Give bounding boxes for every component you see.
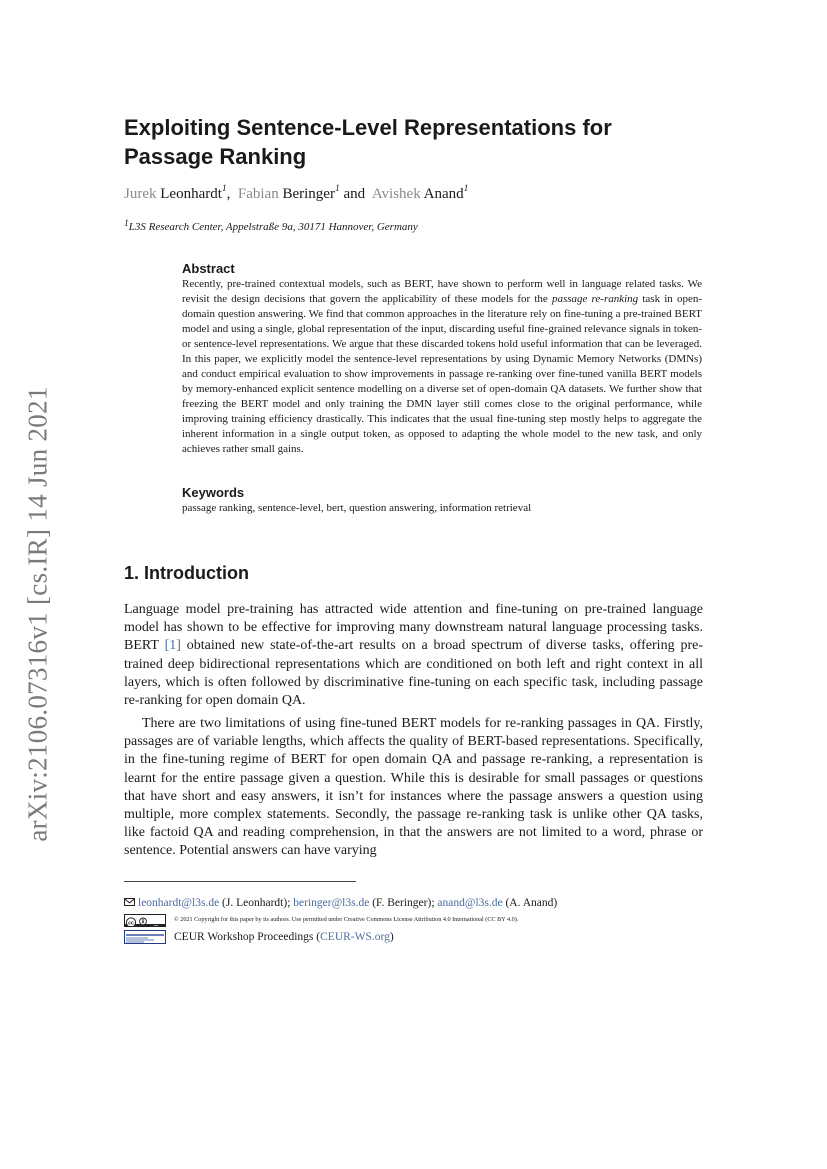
ceur-logo [124,930,166,944]
abstract-emphasis: passage re-ranking [551,293,639,305]
author-1-last-name: Leonhardt [160,186,222,202]
cc-by-label: BY [153,924,159,927]
intro-p1-text-a: Language model pre-training has attracted wide attention and fine-tuning on pre-trained language model has shown to be effective for improving many downstream natural language processing tasks. BERT [124,602,703,654]
author-2-first-name: Fabian [237,186,279,202]
intro-p1-text-b: obtained new state-of-the-art results on a broad spectrum of diverse tasks, offering pre-trained deep bidirectional representations which are conditioned on both left and right context in all layers, which is often followed by discriminative fine-tuning on each specific task, including passage re-ranking for open domain QA. [124,638,703,709]
section-heading-introduction: 1. Introduction [124,563,249,583]
copyright-notice: © 2021 Copyright for this paper by its authors. Use permitted under Creative Commons License Attribution 4.0 International (CC BY 4.0). [174,916,519,923]
ceur-ws-link[interactable]: CEUR-WS.org [320,931,390,943]
author-2-affiliation-mark: 1 [334,184,340,194]
keywords-text: passage ranking, sentence-level, bert, question answering, information retrieval [182,502,532,514]
ceur-close-paren: ) [389,931,394,943]
author-1-first-name: Jurek [124,186,157,202]
email-owner-beringer: (F. Beringer); [372,897,435,909]
affiliation-text: L3S Research Center, Appelstraße 9a, 30171 Hannover, Germany [128,221,418,233]
abstract-heading: Abstract [182,261,235,276]
arxiv-identifier-stamp: arXiv:2106.07316v1 [cs.IR] 14 Jun 2021 [22,386,53,842]
email-owner-leonhardt: (J. Leonhardt); [222,897,291,909]
title-line-2: Passage Ranking [124,144,307,169]
author-3-last-name: Anand [423,186,464,202]
title-line-1: Exploiting Sentence-Level Representations for [124,115,612,140]
abstract-text-part-2: task in open-domain question answering. We find that common approaches in the literature rely on fine-tuning a pre-trained BERT model and using a single, global representation of the input, discarding useful fine-grained relevance signals in token- or sentence-level representations. We argue that these discarded tokens hold useful information that can be leveraged. In this paper, we explicitly model the sentence-level representations by using Dynamic Memory Networks (DMNs) and conduct empirical evaluation to show improvements in passage re-ranking over fine-tuned vanilla BERT models by memory-enhanced explicit sentence modelling on a diverse set of open-domain QA datasets. We further show that freezing the BERT model and only training the DMN layer still comes close to the original performance, while improving training efficiency drastically. This indicates that the usual fine-tuning step mostly helps to aggregate the inherent information in a single output token, as opposed to adapting the whole model to the new task, and only achieves rather small gains. [182,293,702,455]
keywords-heading: Keywords [182,485,245,500]
ceur-workshop-logo-icon [125,932,165,944]
cc-by-logo-icon [125,917,165,927]
email-link-leonhardt[interactable]: leonhardt@l3s.de [138,897,220,909]
affiliation-mark: 1 [124,219,129,229]
intro-paragraph-2: There are two limitations of using fine-tuned BERT models for re-ranking passages in QA. Firstly, passages are of variable lengths, which affects the quality of BERT-based representations. Specifically, in the fine-tuning regime of BERT for open domain QA and passage re-ranking, a representation is learnt for the entire passage given a question. While this is desirable for small passages or questions that have short and easy answers, it isn’t for instances where the passage answers a question using multiple, more complex statements. Secondly, the passage re-ranking task is unlike other QA tasks, like factoid QA and reading comprehension, in that the answers are not limited to a word, phrase or sentence. Potential answers can have varying [124,716,703,859]
author-separator-and: and [343,186,366,202]
paper-title [124,113,724,171]
email-link-beringer[interactable]: beringer@l3s.de [293,897,370,909]
ceur-text: CEUR Workshop Proceedings ( [174,931,321,943]
author-2-last-name: Beringer [282,186,335,202]
author-list [124,186,468,203]
email-owner-anand: (A. Anand) [505,897,558,909]
footnote-divider [124,881,356,882]
author-3-affiliation-mark: 1 [463,184,469,194]
abstract-text [182,277,702,457]
intro-paragraph-1 [124,601,703,710]
author-3-first-name: Avishek [371,186,421,202]
footnote-emails [124,897,557,909]
author-1-affiliation-mark: 1 [221,184,227,194]
creative-commons-badge [124,914,166,927]
affiliation [124,221,418,233]
abstract-text-part-1: Recently, pre-trained contextual models, such as BERT, have shown to perform well in language related tasks. We revisit the design decisions that govern the applicability of these models for the [182,278,702,305]
envelope-icon [124,898,135,906]
email-link-anand[interactable]: anand@l3s.de [437,897,503,909]
author-separator-comma: , [226,186,231,202]
ceur-proceedings-line [174,931,394,943]
svg-text:cc: cc [128,920,134,927]
citation-link[interactable]: [1] [164,638,181,654]
